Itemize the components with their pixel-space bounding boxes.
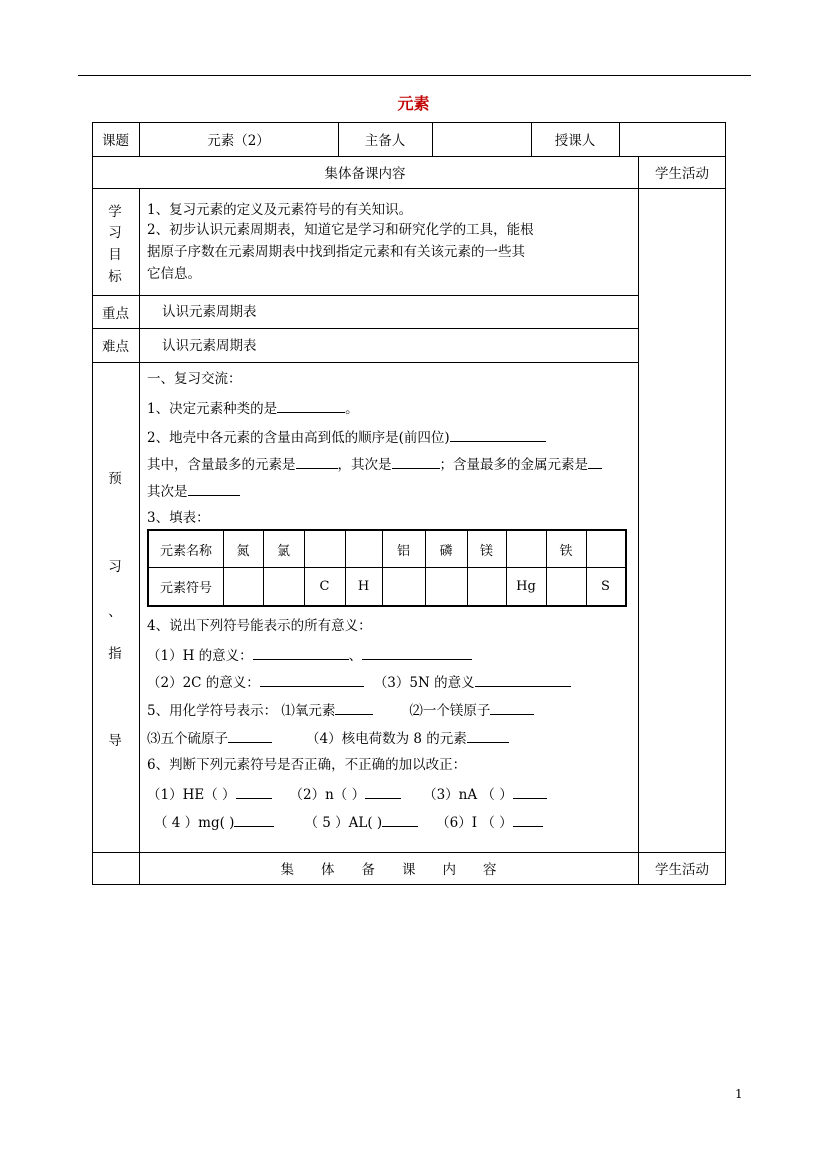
question-6-row-2 bbox=[154, 812, 543, 832]
question-6-4-text: （ 4 ）mg( ) bbox=[154, 815, 235, 831]
page-number: 1 bbox=[735, 1087, 743, 1101]
row-label-symbol: 元素符号 bbox=[159, 581, 212, 596]
answer-blank bbox=[253, 645, 349, 660]
answer-blank bbox=[335, 700, 373, 715]
question-4-1-text: （1）H 的意义： bbox=[147, 648, 253, 664]
lesson-plan-table bbox=[92, 122, 726, 885]
element-name-cell bbox=[345, 531, 382, 567]
question-1-end: 。 bbox=[345, 401, 359, 417]
rule bbox=[638, 156, 639, 885]
answer-blank bbox=[234, 812, 274, 827]
topic-label: 课题 bbox=[102, 133, 129, 149]
question-6-1-text: （1）HE（ ） bbox=[147, 787, 236, 803]
question-2-text: 2、地壳中各元素的含量由高到低的顺序是(前四位) bbox=[147, 430, 450, 446]
rule bbox=[92, 362, 638, 363]
host-label: 主备人 bbox=[364, 133, 406, 149]
question-2 bbox=[147, 427, 546, 447]
question-4-1 bbox=[147, 645, 472, 665]
difficulty-label: 难点 bbox=[102, 339, 129, 355]
preview-label-char: 、 bbox=[108, 604, 122, 620]
footer-content-header: 集 体 备 课 内 容 bbox=[280, 862, 497, 878]
element-name-cell bbox=[586, 531, 625, 567]
row-label-name: 元素名称 bbox=[159, 543, 212, 559]
answer-blank bbox=[513, 812, 543, 827]
question-4-2-text: （2）2C 的意义： bbox=[147, 675, 260, 691]
rule bbox=[725, 122, 726, 885]
document-title: 元素 bbox=[397, 94, 430, 113]
answer-blank bbox=[450, 427, 546, 442]
key-point-label: 重点 bbox=[102, 305, 129, 322]
goal-line: 据原子序数在元素周期表中找到指定元素和有关该元素的一些其 bbox=[147, 244, 525, 260]
goals-label-char: 目 bbox=[108, 247, 122, 263]
answer-blank bbox=[588, 454, 602, 469]
answer-blank bbox=[296, 454, 338, 469]
rule bbox=[92, 295, 638, 296]
question-1 bbox=[147, 398, 359, 418]
answer-blank bbox=[490, 700, 534, 715]
answer-blank bbox=[188, 481, 240, 496]
question-6-3-text: （3）nA （ ） bbox=[423, 787, 513, 803]
rule bbox=[92, 884, 726, 885]
answer-blank bbox=[277, 398, 345, 413]
question-5 bbox=[147, 700, 534, 720]
element-fill-table bbox=[147, 529, 627, 607]
teacher-value bbox=[619, 122, 726, 156]
element-symbol-cell bbox=[382, 568, 425, 605]
header-rule bbox=[78, 75, 751, 76]
element-name-cell bbox=[304, 531, 345, 567]
element-symbol-cell: H bbox=[357, 579, 370, 594]
footer-student-activity-header: 学生活动 bbox=[655, 862, 709, 878]
answer-blank bbox=[228, 728, 272, 743]
question-3: 3、填表： bbox=[147, 510, 210, 526]
element-symbol-cell bbox=[467, 568, 506, 605]
element-symbol-cell bbox=[546, 568, 586, 605]
content-header: 集体备课内容 bbox=[324, 166, 406, 182]
goals-label-char: 习 bbox=[108, 225, 122, 241]
student-activity-header: 学生活动 bbox=[655, 166, 709, 182]
element-symbol-cell: Hg bbox=[516, 579, 536, 594]
element-name-cell bbox=[506, 531, 546, 567]
rule bbox=[92, 328, 638, 329]
question-4-2 bbox=[147, 672, 571, 692]
question-5c-text: ⑶五个硫原子 bbox=[147, 731, 228, 747]
element-name-cell: 铝 bbox=[396, 543, 410, 559]
answer-blank bbox=[236, 784, 272, 799]
question-6-5-text: （ 5 ）AL( ) bbox=[304, 815, 383, 831]
answer-blank bbox=[513, 784, 547, 799]
answer-blank bbox=[365, 784, 401, 799]
answer-blank bbox=[392, 454, 440, 469]
element-symbol-cell: C bbox=[319, 579, 330, 594]
topic-value: 元素（2） bbox=[207, 133, 270, 149]
question-5a-text: 5、用化学符号表示： ⑴氧元素 bbox=[147, 703, 336, 719]
answer-blank bbox=[467, 728, 509, 743]
question-4-1-sep: 、 bbox=[348, 648, 363, 664]
element-name-cell: 氯 bbox=[276, 543, 290, 559]
preview-label-char: 导 bbox=[108, 733, 122, 749]
answer-blank bbox=[362, 645, 472, 660]
question-6-2-text: （2）n（ ） bbox=[289, 787, 366, 803]
goals-label-char: 标 bbox=[108, 269, 122, 285]
element-symbol-cell bbox=[223, 568, 263, 605]
element-name-cell: 镁 bbox=[479, 543, 493, 559]
rule bbox=[92, 188, 726, 189]
difficulty-value: 认识元素周期表 bbox=[162, 338, 257, 354]
question-4-3-text: （3）5N 的意义 bbox=[373, 675, 475, 691]
goal-line: 1、复习元素的定义及元素符号的有关知识。 bbox=[147, 202, 413, 218]
goal-line: 它信息。 bbox=[147, 266, 201, 282]
element-symbol-cell bbox=[425, 568, 467, 605]
answer-blank bbox=[260, 672, 364, 687]
question-2b-text-c: ；含量最多的金属元素是 bbox=[439, 457, 588, 473]
preview-label-char: 指 bbox=[108, 646, 122, 662]
preview-label-char: 预 bbox=[108, 471, 122, 487]
question-5d-text: （4）核电荷数为 8 的元素 bbox=[306, 731, 467, 747]
question-5-cont bbox=[147, 728, 509, 748]
question-6-row-1 bbox=[147, 784, 547, 804]
answer-blank bbox=[382, 812, 418, 827]
element-name-cell: 铁 bbox=[559, 543, 573, 559]
element-name-cell: 磷 bbox=[439, 543, 453, 559]
element-symbol-cell: S bbox=[601, 579, 610, 594]
review-heading: 一、复习交流： bbox=[147, 371, 242, 387]
goals-label-char: 学 bbox=[108, 204, 122, 220]
question-5b-text: ⑵一个镁原子 bbox=[409, 703, 491, 719]
teacher-label: 授课人 bbox=[554, 133, 596, 149]
question-2b bbox=[147, 454, 602, 474]
rule bbox=[139, 188, 140, 885]
question-6-6-text: （6）I （ ） bbox=[436, 815, 513, 831]
question-2b-text-a: 其中，含量最多的元素是 bbox=[147, 457, 296, 473]
question-2b-text-b: ，其次是 bbox=[337, 457, 392, 473]
question-2c bbox=[147, 481, 240, 501]
answer-blank bbox=[475, 672, 571, 687]
question-1-text: 1、决定元素种类的是 bbox=[147, 401, 278, 417]
element-name-cell: 氮 bbox=[236, 543, 250, 559]
element-symbol-cell bbox=[263, 568, 304, 605]
question-2c-text: 其次是 bbox=[147, 484, 188, 500]
question-4: 4、说出下列符号能表示的所有意义： bbox=[147, 618, 372, 634]
preview-label-char: 习 bbox=[108, 559, 122, 575]
key-point-value: 认识元素周期表 bbox=[162, 304, 257, 320]
goal-line: 2、初步认识元素周期表，知道它是学习和研究化学的工具，能根 bbox=[147, 222, 534, 238]
question-6: 6、判断下列元素符号是否正确，不正确的加以改正： bbox=[147, 757, 467, 773]
host-value bbox=[432, 122, 531, 156]
